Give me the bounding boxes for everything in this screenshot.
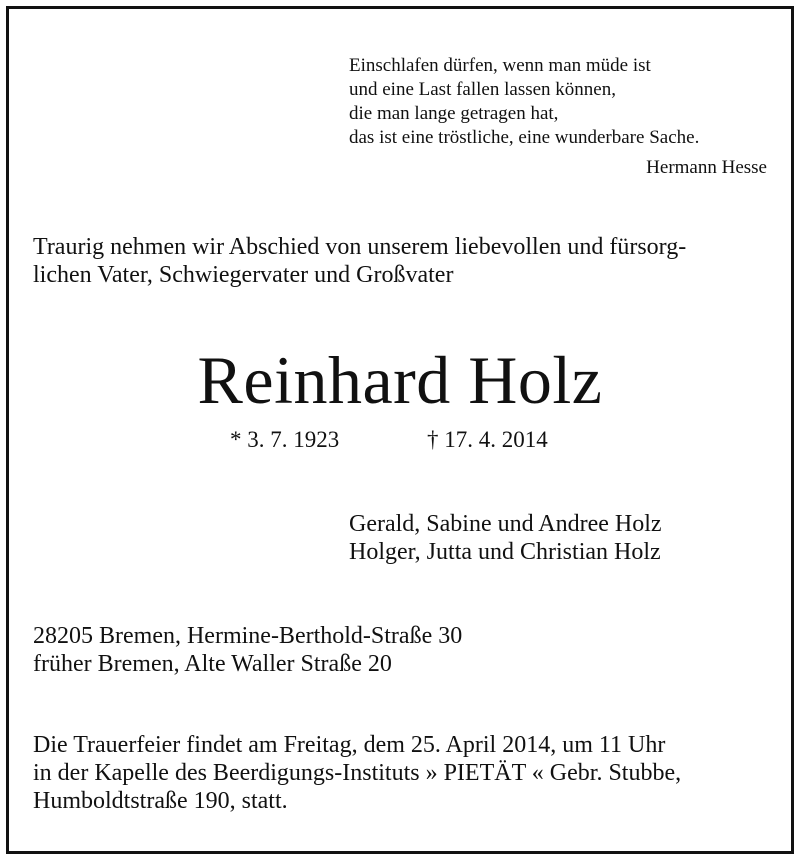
address-line: 28205 Bremen, Hermine-Berthold-Straße 30 [33,623,463,649]
deceased-name: Reinhard Holz [197,342,603,418]
funeral-line: Die Trauerfeier findet am Freitag, dem 25. April 2014, um 11 Uhr [33,732,666,758]
funeral-line: in der Kapelle des Beerdigungs-Instituts » PIETÄT « Gebr. Stubbe, [33,760,682,786]
funeral-line: Humboldtstraße 190, statt. [33,788,288,814]
intro-line: lichen Vater, Schwiegervater und Großvater [33,262,454,288]
intro-text [33,233,773,289]
poem-quote [349,54,769,150]
family-line: Holger, Jutta und Christian Holz [349,539,661,565]
poem-author: Hermann Hesse [646,157,767,178]
family-line: Gerald, Sabine und Andree Holz [349,511,662,537]
family-names [349,510,662,566]
poem-line: Einschlafen dürfen, wenn man müde ist [349,55,651,76]
birth-date: * 3. 7. 1923 [230,427,340,452]
poem-line: und eine Last fallen lassen können, [349,79,616,100]
address-line: früher Bremen, Alte Waller Straße 20 [33,651,392,677]
funeral-info [33,731,783,815]
poem-line: die man lange getragen hat, [349,103,559,124]
poem-line: das ist eine tröstliche, eine wunderbare Sache. [349,127,700,148]
intro-line: Traurig nehmen wir Abschied von unserem liebevollen und fürsorg- [33,234,687,260]
death-date: † 17. 4. 2014 [427,427,548,452]
address-block [33,622,462,678]
